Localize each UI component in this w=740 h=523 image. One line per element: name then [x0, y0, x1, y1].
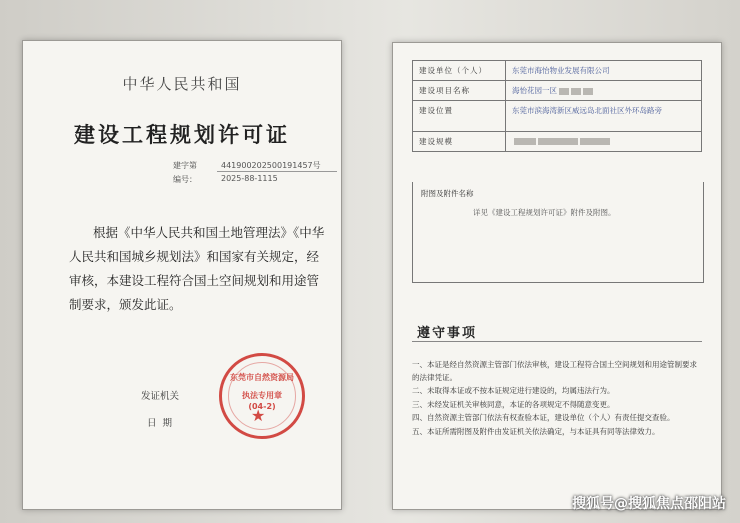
serial-value: 2025-88-1115 — [221, 174, 278, 183]
rule-item: 五、本证所需附图及附件由发证机关依法确定，与本证具有同等法律效力。 — [412, 426, 660, 436]
rule-item: 三、未经发证机关审核同意，本证的各项规定不得随意变更。 — [412, 399, 615, 409]
certificate-detail-page — [392, 42, 722, 510]
table-row — [413, 81, 702, 101]
serial-number — [173, 174, 278, 185]
rule-item: 二、未取得本证或不按本证规定进行建设的，均属违法行为。 — [412, 386, 615, 395]
certificate-number — [173, 160, 321, 171]
row-label: 建设单位（个人） — [413, 61, 506, 81]
project-name-value: 海怡花园一区 — [512, 86, 557, 95]
redacted-block — [538, 138, 578, 145]
rule-item: 一、本证是经自然资源主管部门依法审核，建设工程符合国土空间规划和用途管制要求的法律凭证。 — [412, 360, 697, 382]
redacted-block — [559, 88, 569, 95]
compliance-divider — [412, 341, 702, 342]
table-row — [413, 101, 702, 132]
redacted-block — [571, 88, 581, 95]
project-info-table — [412, 60, 702, 152]
cert-no-value: 441900202500191457号 — [221, 161, 321, 170]
redacted-block — [514, 138, 536, 145]
cert-no-label: 建字第 — [173, 161, 197, 170]
attachment-value: 详见《建设工程规划许可证》附件及附图。 — [473, 208, 616, 217]
redacted-block — [583, 88, 593, 95]
row-value: 东莞市海怡物业发展有限公司 — [506, 61, 702, 81]
row-value — [506, 81, 702, 101]
seal-top-text: 东莞市自然资源局 — [230, 373, 294, 382]
official-seal — [219, 353, 305, 439]
table-row — [413, 61, 702, 81]
row-label: 建设位置 — [413, 101, 506, 132]
compliance-rules — [412, 359, 704, 439]
rule-item: 四、自然资源主管部门依法有权查验本证，建设单位（个人）有责任提交查验。 — [412, 413, 675, 422]
certificate-cover-page — [22, 40, 342, 510]
row-value — [506, 132, 702, 152]
table-row — [413, 132, 702, 152]
attachment-label: 附图及附件名称 — [421, 189, 474, 198]
row-value: 东莞市滨海湾新区威远岛北面社区外环岛路旁 — [506, 101, 702, 132]
seal-star-icon: ★ — [251, 406, 266, 425]
country-heading: 中华人民共和国 — [122, 75, 242, 93]
seal-bottom-text: 执法专用章 — [242, 391, 282, 400]
compliance-title: 遵守事项 — [417, 326, 478, 341]
cert-no-underline — [217, 171, 337, 172]
seal-code-text: (04-2) — [248, 402, 276, 411]
source-watermark: 搜狐号@搜狐焦点邵阳站 — [572, 496, 726, 512]
row-label: 建设项目名称 — [413, 81, 506, 101]
row-label: 建设规模 — [413, 132, 506, 152]
certificate-body-text: 根据《中华人民共和国土地管理法》《中华人民共和国城乡规划法》和国家有关规定，经审核，本建设工程符合国土空间规划和用途管制要求，颁发此证。 — [69, 225, 325, 312]
date-label: 日期 — [147, 418, 179, 429]
issuer-label: 发证机关 — [141, 391, 180, 402]
redacted-block — [580, 138, 610, 145]
certificate-title: 建设工程规划许可证 — [74, 122, 290, 147]
serial-label: 编号： — [173, 175, 197, 184]
attachment-section — [412, 182, 704, 283]
